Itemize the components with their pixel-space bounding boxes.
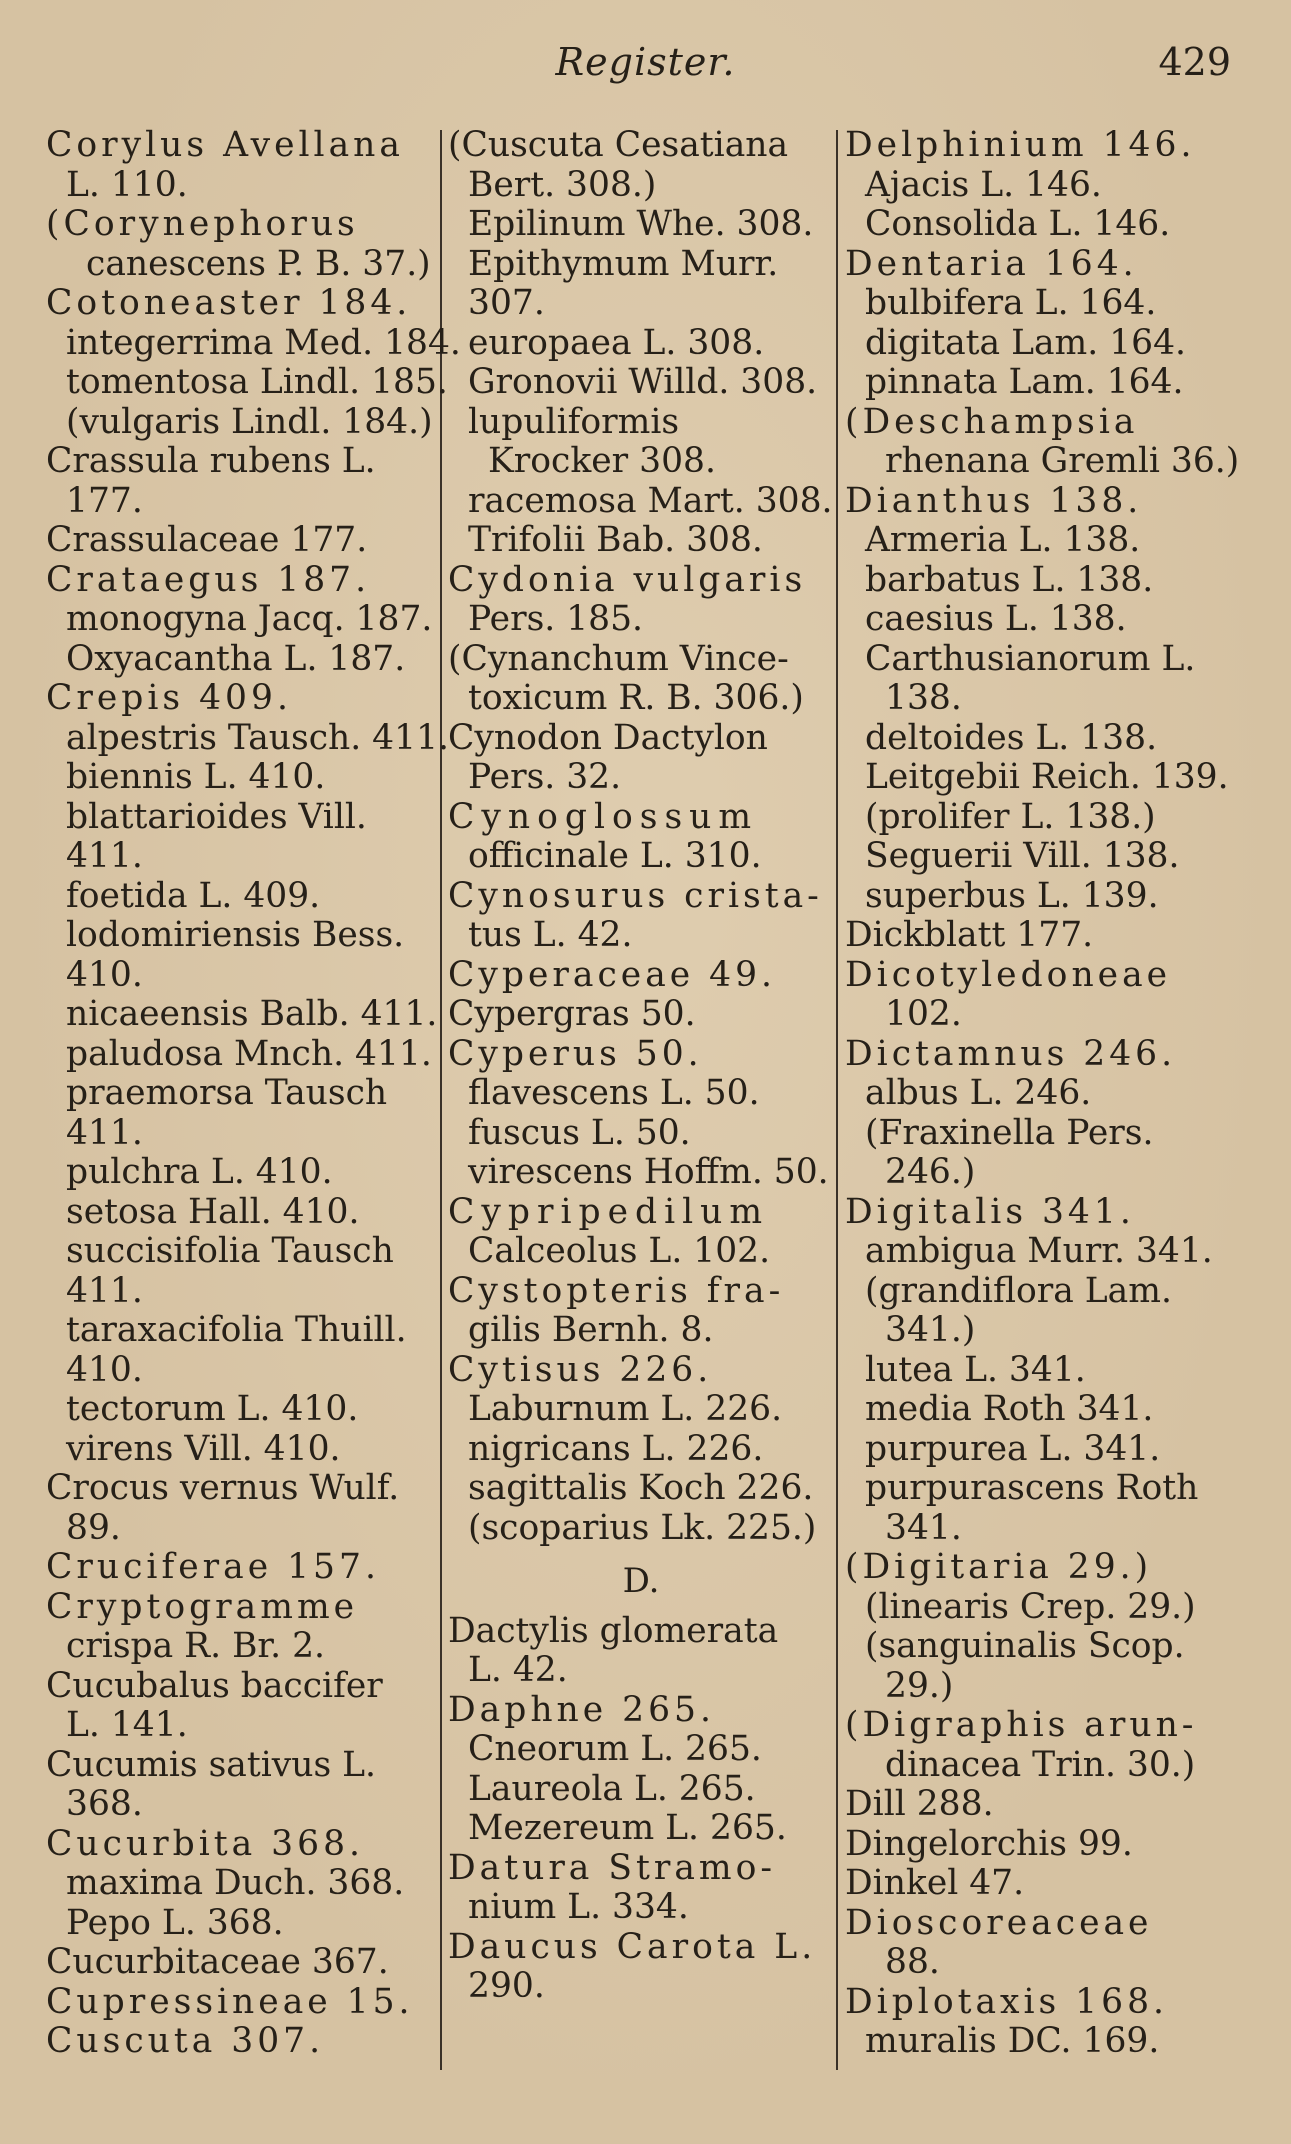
index-column-3 (845, 126, 1250, 2062)
index-entry: lutea L. 341. (865, 1349, 1086, 1390)
index-entry: 411. (66, 1270, 143, 1311)
page-number: 429 (1158, 40, 1231, 84)
index-entry: maxima Duch. 368. (66, 1863, 405, 1903)
index-entry: setosa Hall. 410. (66, 1191, 360, 1232)
index-entry: Cyperus 50. (448, 1033, 703, 1074)
index-entry: Epilinum Whe. 308. (468, 204, 814, 244)
index-entry: (sanguinalis Scop. (865, 1626, 1185, 1666)
index-entry: officinale L. 310. (468, 836, 762, 876)
index-entry: (prolifer L. 138.) (865, 796, 1156, 837)
index-entry: Dinkel 47. (845, 1863, 1025, 1903)
index-entry: Bert. 308.) (468, 164, 657, 205)
index-entry: Cystopteris fra- (448, 1270, 785, 1311)
index-entry: 102. (885, 994, 962, 1034)
index-entry: bulbifera L. 164. (865, 283, 1157, 323)
index-entry: 88. (885, 1942, 940, 1982)
index-entry: 138. (885, 678, 962, 718)
index-entry: deltoides L. 138. (865, 717, 1158, 758)
index-entry: pulchra L. 410. (66, 1152, 333, 1192)
index-entry: 307. (468, 283, 545, 323)
index-entry: Carthusianorum L. (865, 638, 1196, 679)
index-entry: L. 110. (66, 164, 188, 205)
index-entry: Laureola L. 265. (468, 1768, 756, 1809)
index-entry: Cucurbita 368. (46, 1823, 364, 1864)
index-entry: L. 42. (468, 1650, 568, 1690)
index-entry: 341.) (885, 1310, 976, 1350)
index-entry: monogyna Jacq. 187. (66, 599, 433, 639)
index-entry: Pers. 185. (468, 599, 644, 639)
index-entry: Cucurbitaceae 367. (46, 1942, 389, 1982)
index-entry: lupuliformis (468, 401, 680, 442)
index-entry: Dioscoreaceae (845, 1902, 1153, 1943)
index-entry: 410. (66, 954, 143, 995)
index-entry: (Cuscuta Cesatiana (448, 125, 789, 165)
index-entry: Dill 288. (845, 1784, 994, 1824)
index-entry: fuscus L. 50. (468, 1112, 691, 1153)
index-entry: 411. (66, 836, 143, 876)
index-entry: Mezereum L. 265. (468, 1808, 787, 1848)
index-entry: Crepis 409. (46, 678, 292, 718)
index-entry: Seguerii Vill. 138. (865, 836, 1180, 876)
index-entry: succisifolia Tausch (66, 1231, 394, 1271)
index-entry: Pepo L. 368. (66, 1902, 284, 1943)
index-entry: Cryptogramme (46, 1586, 359, 1627)
index-entry: Dactylis glomerata (448, 1610, 779, 1651)
index-entry: Dicotyledoneae (845, 954, 1172, 995)
index-entry: (Digitaria 29.) (845, 1547, 1153, 1587)
index-entry: Daucus Carota L. (448, 1926, 817, 1967)
index-entry: Cynosurus crista- (448, 875, 823, 916)
column-divider (440, 130, 442, 2070)
index-entry: Pers. 32. (468, 757, 622, 797)
index-entry: Cyperaceae 49. (448, 954, 777, 995)
index-entry: foetida L. 409. (66, 875, 321, 916)
index-entry: paludosa Mnch. 411. (66, 1033, 432, 1074)
index-entry: Krocker 308. (488, 441, 716, 481)
index-entry: Crassulaceae 177. (46, 520, 368, 560)
index-entry: integerrima Med. 184. (66, 322, 461, 363)
index-entry: 89. (66, 1507, 121, 1548)
index-entry: digitata Lam. 164. (865, 322, 1187, 363)
index-entry: 411. (66, 1112, 143, 1153)
index-entry: Cynodon Dactylon (448, 717, 768, 758)
index-entry: Dickblatt 177. (845, 915, 1094, 955)
index-entry: (grandiflora Lam. (865, 1270, 1172, 1311)
index-entry: (scoparius Lk. 225.) (468, 1507, 817, 1548)
index-entry: Cypergras 50. (448, 994, 696, 1034)
index-entry: canescens P. B. 37.) (86, 243, 431, 284)
index-entry: (Digraphis arun- (845, 1705, 1198, 1745)
index-entry: Cynoglossum (448, 796, 759, 837)
index-entry: Cucubalus baccifer (46, 1665, 383, 1706)
index-entry: Cruciferae 157. (46, 1547, 380, 1587)
index-entry: taraxacifolia Thuill. (66, 1310, 407, 1350)
index-entry: (vulgaris Lindl. 184.) (66, 401, 433, 442)
index-entry: Cytisus 226. (448, 1349, 713, 1390)
index-entry: 246.) (885, 1152, 976, 1192)
index-entry: racemosa Mart. 308. (468, 480, 833, 521)
index-entry: 341. (885, 1507, 962, 1548)
index-entry: Armeria L. 138. (865, 520, 1141, 560)
index-entry: Crocus vernus Wulf. (46, 1468, 400, 1508)
index-entry: (linearis Crep. 29.) (865, 1586, 1196, 1627)
index-column-2 (448, 126, 834, 2007)
index-entry: pinnata Lam. 164. (865, 362, 1184, 402)
index-entry: Daphne 265. (448, 1689, 715, 1730)
index-entry: toxicum R. B. 306.) (468, 678, 804, 718)
index-entry: Digitalis 341. (845, 1191, 1135, 1232)
index-entry: muralis DC. 169. (865, 2021, 1160, 2061)
index-entry: Ajacis L. 146. (865, 164, 1102, 205)
index-entry: nium L. 334. (468, 1887, 689, 1927)
index-entry: tomentosa Lindl. 185. (66, 362, 448, 402)
index-entry: ambigua Murr. 341. (865, 1231, 1213, 1271)
index-entry: praemorsa Tausch (66, 1073, 388, 1113)
index-entry: Cypripedilum (448, 1191, 770, 1232)
index-entry: Delphinium 146. (845, 125, 1196, 165)
index-entry: 29.) (885, 1665, 954, 1706)
index-entry: Epithymum Murr. (468, 243, 779, 284)
index-entry: purpurea L. 341. (865, 1428, 1161, 1469)
index-entry: (Fraxinella Pers. (865, 1112, 1154, 1153)
index-entry: barbatus L. 138. (865, 559, 1154, 600)
index-entry: Calceolus L. 102. (468, 1231, 771, 1271)
index-entry: Datura Stramo- (448, 1847, 777, 1888)
index-entry: Cucumis sativus L. (46, 1744, 377, 1785)
index-entry: Laburnum L. 226. (468, 1389, 783, 1429)
index-entry: lodomiriensis Bess. (66, 915, 405, 955)
index-entry: Cuscuta 307. (46, 2021, 325, 2061)
index-entry: blattarioides Vill. (66, 796, 367, 837)
index-entry: Leitgebii Reich. 139. (865, 757, 1229, 797)
index-entry: gilis Bernh. 8. (468, 1310, 714, 1350)
index-entry: 177. (66, 480, 143, 521)
index-entry: Diplotaxis 168. (845, 1981, 1168, 2022)
index-entry: sagittalis Koch 226. (468, 1468, 814, 1508)
index-entry: dinacea Trin. 30.) (885, 1744, 1196, 1785)
index-entry: alpestris Tausch. 411. (66, 717, 449, 758)
index-entry: nigricans L. 226. (468, 1428, 764, 1469)
index-entry: flavescens L. 50. (468, 1073, 760, 1113)
index-entry: Consolida L. 146. (865, 204, 1171, 244)
index-entry: crispa R. Br. 2. (66, 1626, 325, 1666)
index-entry: virens Vill. 410. (66, 1428, 341, 1469)
index-entry: superbus L. 139. (865, 875, 1159, 916)
index-entry: biennis L. 410. (66, 757, 326, 797)
index-entry: 368. (66, 1784, 143, 1824)
index-entry: Gronovii Willd. 308. (468, 362, 818, 402)
page-header-title: Register. (555, 40, 736, 84)
index-entry: 290. (468, 1966, 545, 2006)
index-entry: Dentaria 164. (845, 243, 1138, 284)
index-entry: purpurascens Roth (865, 1468, 1199, 1508)
index-entry: 410. (66, 1349, 143, 1390)
index-column-1 (46, 125, 461, 2062)
index-entry: europaea L. 308. (468, 322, 765, 363)
index-entry: Cupressineae 15. (46, 1981, 414, 2022)
index-entry: Cneorum L. 265. (468, 1729, 762, 1769)
index-entry: tectorum L. 410. (66, 1389, 359, 1429)
index-entry: albus L. 246. (865, 1073, 1092, 1113)
section-letter-heading: D. (622, 1561, 660, 1601)
index-entry: (Corynephorus (46, 204, 359, 244)
index-entry: virescens Hoffm. 50. (468, 1152, 829, 1192)
index-entry: Crataegus 187. (46, 559, 371, 600)
index-entry: Corylus Avellana (46, 125, 404, 165)
index-entry: caesius L. 138. (865, 599, 1127, 639)
index-entry: Dingelorchis 99. (845, 1823, 1133, 1864)
index-entry: (Deschampsia (845, 401, 1139, 442)
column-divider (836, 130, 838, 2070)
index-entry: Crassula rubens L. (46, 441, 376, 481)
index-entry: media Roth 341. (865, 1389, 1154, 1429)
index-entry: tus L. 42. (468, 915, 633, 955)
index-entry: rhenana Gremli 36.) (885, 441, 1240, 481)
index-entry: Oxyacantha L. 187. (66, 638, 406, 679)
index-entry: Dictamnus 246. (845, 1033, 1177, 1074)
index-entry: (Cynanchum Vince- (448, 638, 789, 679)
index-entry: Cotoneaster 184. (46, 283, 412, 323)
index-entry: Cydonia vulgaris (448, 559, 807, 600)
index-entry: L. 141. (66, 1705, 188, 1745)
index-entry: Dianthus 138. (845, 480, 1143, 521)
index-entry: nicaeensis Balb. 411. (66, 994, 438, 1034)
index-entry: Trifolii Bab. 308. (468, 520, 763, 560)
